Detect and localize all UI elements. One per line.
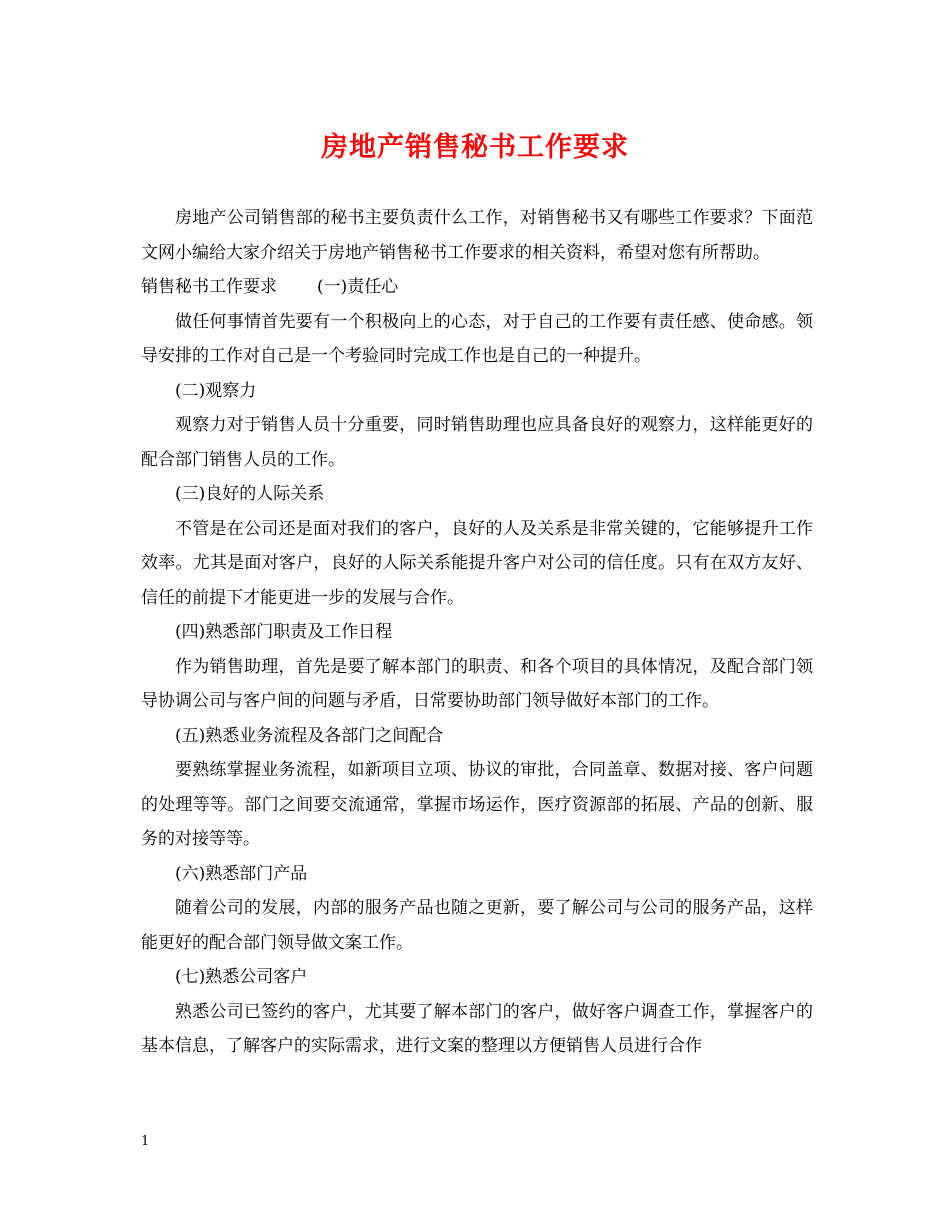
page-number: 1 xyxy=(141,1134,150,1149)
heading-1: (一)责任心 xyxy=(317,277,399,297)
paragraph-6: 随着公司的发展，内部的服务产品也随之更新，要了解公司与公司的服务产品，这样能更好的配合部门领导做文案工作。 xyxy=(141,898,813,953)
heading-2: (二)观察力 xyxy=(175,380,257,401)
heading-4: (四)熟悉部门职责及工作日程 xyxy=(175,622,393,642)
paragraph-7: 熟悉公司已签约的客户，尤其要了解本部门的客户，做好客户调查工作，掌握客户的基本信息，了解客户的实际需求，进行文案的整理以方便销售人员进行合作 xyxy=(141,1001,813,1056)
section-label: 销售秘书工作要求 xyxy=(141,277,277,297)
paragraph-5: 要熟练掌握业务流程，如新项目立项、协议的审批，合同盖章、数据对接、客户问题的处理等等。部门之间要交流通常，掌握市场运作，医疗资源部的拓展、产品的创新、服务的对接等等。 xyxy=(141,760,813,849)
paragraph-4: 作为销售助理，首先是要了解本部门的职责、和各个项目的具体情况，及配合部门领导协调公司与客户间的问题与矛盾，日常要协助部门领导做好本部门的工作。 xyxy=(141,656,813,711)
paragraph-1: 做任何事情首先要有一个积极向上的心态，对于自己的工作要有责任感、使命感。领导安排的工作对自己是一个考验同时完成工作也是自己的一种提升。 xyxy=(141,311,813,366)
document-body xyxy=(141,201,813,1064)
paragraph-3: 不管是在公司还是面对我们的客户，良好的人及关系是非常关键的，它能够提升工作效率。尤其是面对客户，良好的人际关系能提升客户对公司的信任度。只有在双方友好、信任的前提下才能更进一步的发展与合作。 xyxy=(141,518,813,608)
heading-6: (六)熟悉部门产品 xyxy=(175,863,308,884)
heading-5: (五)熟悉业务流程及各部门之间配合 xyxy=(175,725,444,746)
document-title: 房地产销售秘书工作要求 xyxy=(321,132,629,163)
paragraph-2: 观察力对于销售人员十分重要，同时销售助理也应具备良好的观察力，这样能更好的配合部门销售人员的工作。 xyxy=(141,415,813,470)
section-line xyxy=(141,270,813,305)
heading-7: (七)熟悉公司客户 xyxy=(175,967,308,987)
intro-paragraph: 房地产公司销售部的秘书主要负责什么工作，对销售秘书又有哪些工作要求？下面范文网小编给大家介绍关于房地产销售秘书工作要求的相关资料，希望对您有所帮助。 xyxy=(141,208,813,263)
heading-3: (三)良好的人际关系 xyxy=(175,484,325,504)
